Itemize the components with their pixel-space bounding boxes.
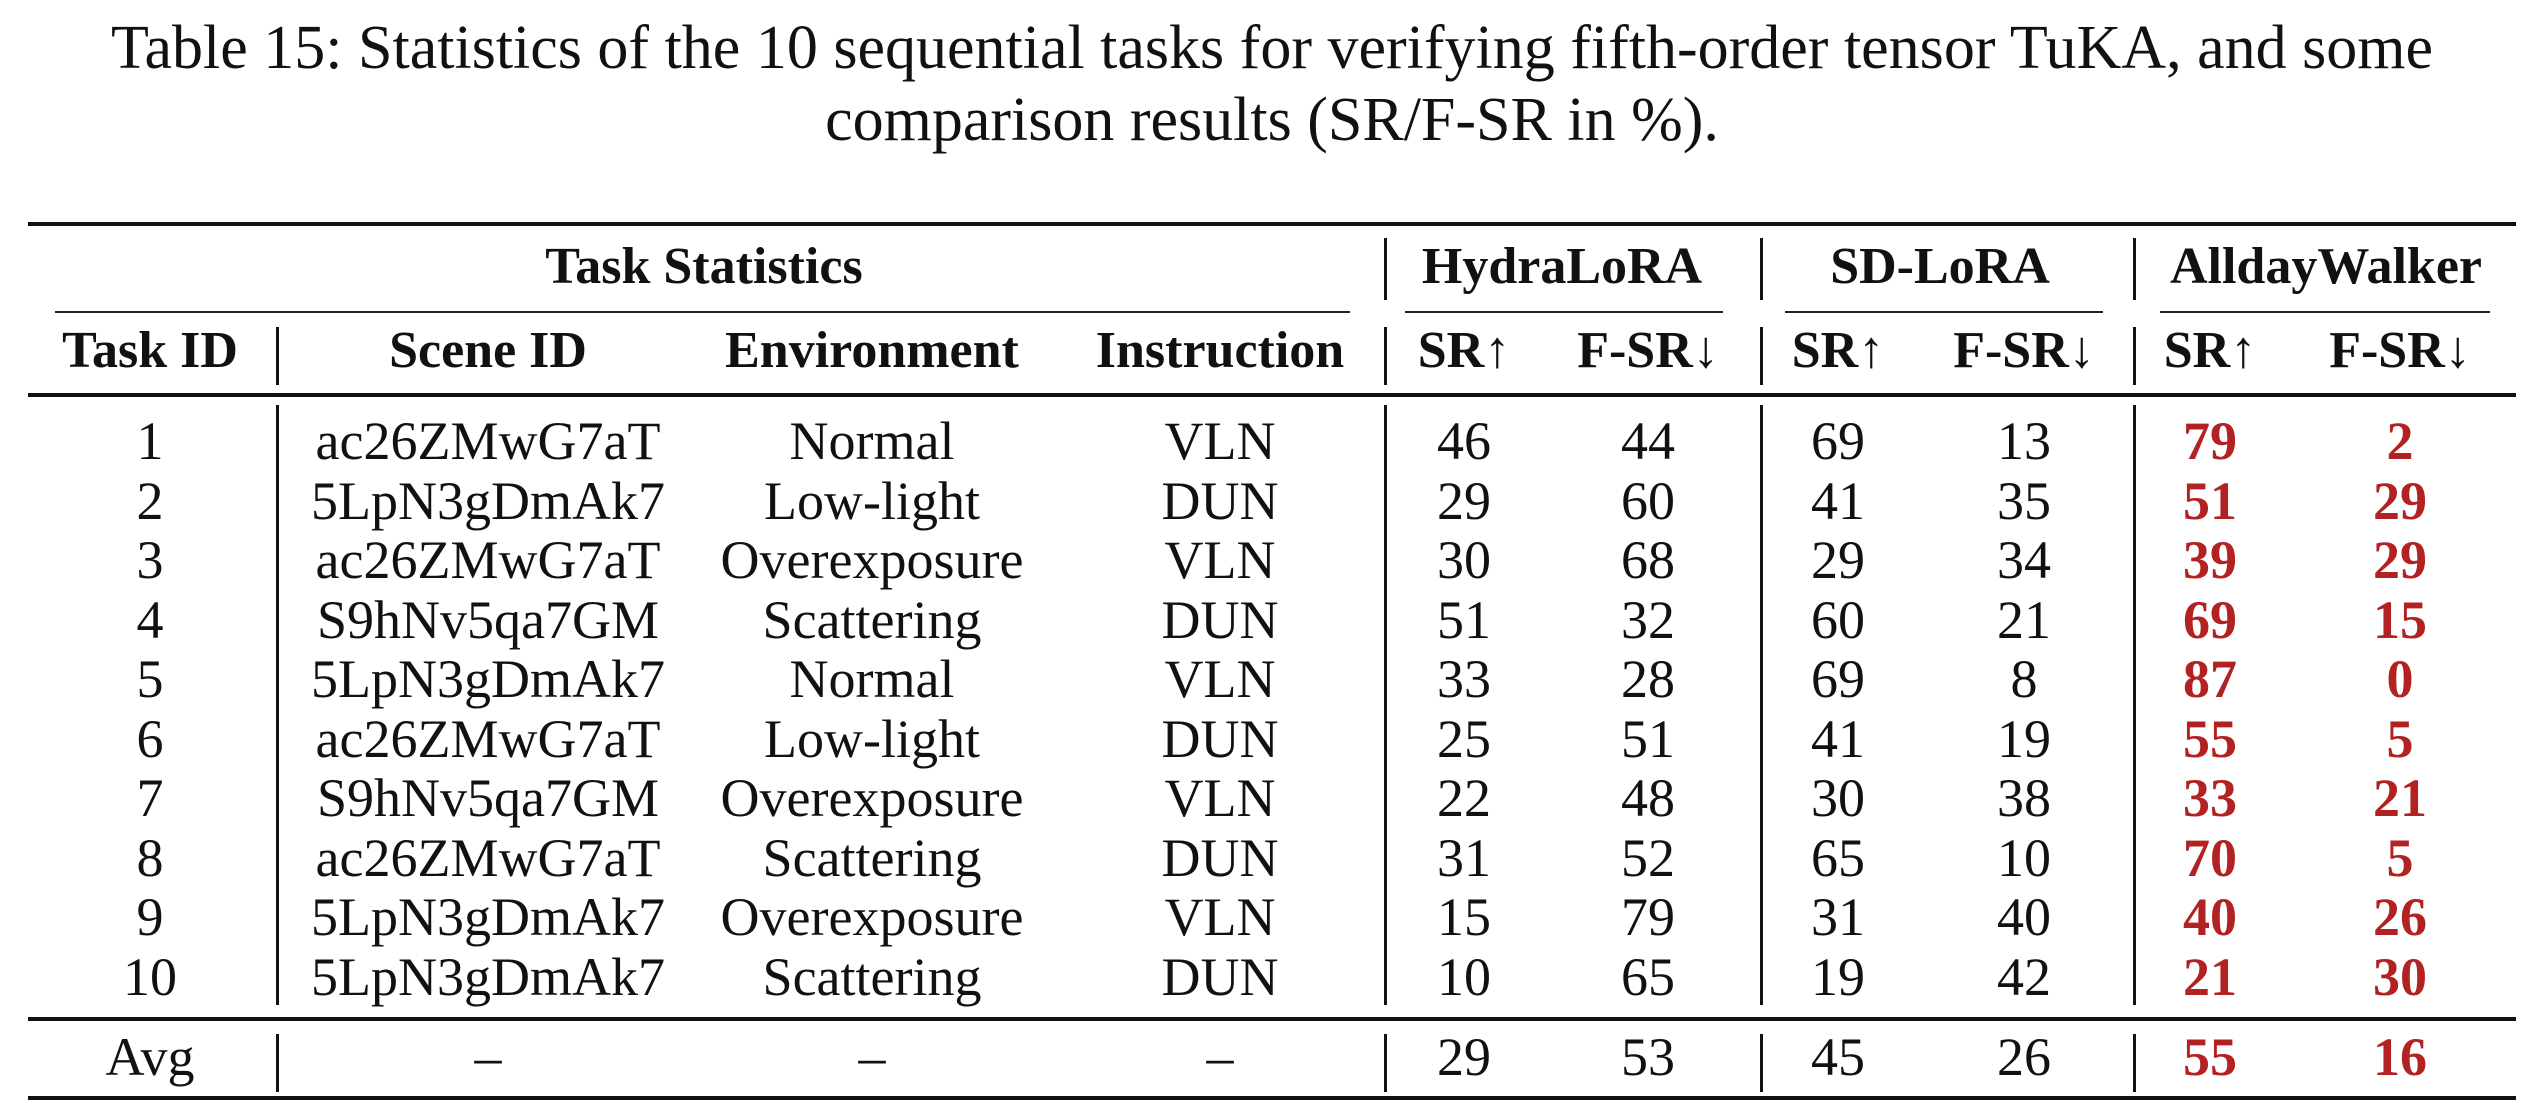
table-cell: 5LpN3gDmAk7 bbox=[311, 649, 665, 709]
table-cell: 29 bbox=[1437, 470, 1491, 531]
table-cell: 51 bbox=[1621, 708, 1675, 769]
table-cell: 52 bbox=[1621, 827, 1675, 888]
column-header: Scene ID bbox=[389, 322, 587, 379]
column-separator bbox=[1384, 405, 1387, 1005]
table-cell: 29 bbox=[2373, 530, 2427, 590]
column-header: F-SR↓ bbox=[1577, 322, 1719, 379]
table-cell: 5LpN3gDmAk7 bbox=[311, 470, 665, 531]
table-cell: 55 bbox=[2183, 708, 2237, 769]
table-cell: 19 bbox=[1811, 946, 1865, 1007]
table-cell: 70 bbox=[2183, 827, 2237, 888]
table-cell: 28 bbox=[1621, 649, 1675, 709]
table-cell: 65 bbox=[1811, 827, 1865, 888]
table-cell: 33 bbox=[1437, 649, 1491, 709]
table-caption bbox=[0, 12, 2544, 156]
table-cell: Low-light bbox=[764, 470, 980, 531]
table-cell: DUN bbox=[1161, 708, 1279, 769]
table-cell: 26 bbox=[2373, 887, 2427, 947]
table-cell: VLN bbox=[1164, 530, 1276, 590]
table-cell: 3 bbox=[136, 530, 164, 590]
table-cell: Scattering bbox=[762, 589, 982, 650]
column-separator bbox=[276, 405, 279, 1005]
table-cell: 10 bbox=[1997, 827, 2051, 888]
table-cell: Low-light bbox=[764, 708, 980, 769]
group-sd-lora: SD-LoRA bbox=[1830, 238, 2050, 295]
table-cell: 5 bbox=[136, 649, 164, 709]
group-separator bbox=[2133, 238, 2136, 300]
table-cell: 21 bbox=[1997, 589, 2051, 650]
table-cell: 2 bbox=[136, 470, 164, 531]
column-separator bbox=[1760, 1034, 1763, 1092]
table-cell: 40 bbox=[2183, 887, 2237, 947]
header-bottom-rule bbox=[28, 393, 2516, 397]
column-header: F-SR↓ bbox=[1953, 322, 2095, 379]
cmidrule-stats bbox=[55, 311, 1350, 313]
cmidrule-hydra bbox=[1405, 311, 1723, 313]
table-cell: S9hNv5qa7GM bbox=[316, 768, 660, 828]
table-cell: 68 bbox=[1621, 530, 1675, 590]
table-cell: S9hNv5qa7GM bbox=[316, 589, 660, 650]
top-rule bbox=[28, 222, 2516, 226]
table-cell: 10 bbox=[1437, 946, 1491, 1007]
table-cell: 32 bbox=[1621, 589, 1675, 650]
column-separator bbox=[1384, 327, 1387, 385]
table-cell: Scattering bbox=[762, 827, 982, 888]
avg-cell: – bbox=[1206, 1027, 1234, 1087]
column-separator bbox=[2133, 405, 2136, 1005]
table-cell: Scattering bbox=[762, 946, 982, 1007]
column-header: SR↑ bbox=[2163, 322, 2257, 379]
table-cell: 79 bbox=[2183, 411, 2237, 471]
table-cell: 30 bbox=[1811, 768, 1865, 828]
table-cell: 7 bbox=[136, 768, 164, 828]
column-header: SR↑ bbox=[1791, 322, 1885, 379]
table-cell: 22 bbox=[1437, 768, 1491, 828]
column-separator bbox=[2133, 327, 2136, 385]
table-cell: VLN bbox=[1164, 768, 1276, 828]
table-cell: 21 bbox=[2183, 946, 2237, 1007]
table-cell: DUN bbox=[1161, 946, 1279, 1007]
table-cell: 8 bbox=[136, 827, 164, 888]
table-cell: 46 bbox=[1437, 411, 1491, 471]
avg-top-rule bbox=[28, 1017, 2516, 1021]
table-cell: 87 bbox=[2183, 649, 2237, 709]
table-cell: Overexposure bbox=[720, 530, 1024, 590]
table-cell: 60 bbox=[1621, 470, 1675, 531]
table-cell: 33 bbox=[2183, 768, 2237, 828]
column-separator bbox=[276, 327, 279, 385]
bottom-rule bbox=[28, 1096, 2516, 1100]
table-cell: 19 bbox=[1997, 708, 2051, 769]
caption-line-2: comparison results (SR/F-SR in %). bbox=[825, 86, 1719, 154]
avg-cell: 16 bbox=[2373, 1027, 2427, 1087]
table-cell: 9 bbox=[136, 887, 164, 947]
table-cell: ac26ZMwG7aT bbox=[315, 530, 661, 590]
table-cell: 13 bbox=[1997, 411, 2051, 471]
table-cell: 69 bbox=[2183, 589, 2237, 650]
column-separator bbox=[1760, 327, 1763, 385]
avg-cell: 45 bbox=[1811, 1027, 1865, 1087]
avg-cell: 29 bbox=[1437, 1027, 1491, 1087]
table-cell: 5LpN3gDmAk7 bbox=[311, 887, 665, 947]
table-cell: 5 bbox=[2386, 827, 2414, 888]
table-cell: Overexposure bbox=[720, 768, 1024, 828]
table-cell: 2 bbox=[2386, 411, 2414, 471]
column-header: F-SR↓ bbox=[2329, 322, 2471, 379]
table-cell: VLN bbox=[1164, 887, 1276, 947]
table-cell: 69 bbox=[1811, 411, 1865, 471]
table-cell: 29 bbox=[2373, 470, 2427, 531]
table-cell: 34 bbox=[1997, 530, 2051, 590]
caption-line-1: Table 15: Statistics of the 10 sequential tasks for verifying fifth-order tensor TuKA, and some bbox=[111, 14, 2433, 82]
table-cell: VLN bbox=[1164, 411, 1276, 471]
group-hydralora: HydraLoRA bbox=[1421, 238, 1703, 295]
avg-cell: 26 bbox=[1997, 1027, 2051, 1087]
table-cell: 40 bbox=[1997, 887, 2051, 947]
cmidrule-allday bbox=[2160, 311, 2490, 313]
table-cell: 6 bbox=[136, 708, 164, 769]
column-separator bbox=[2133, 1034, 2136, 1092]
table-cell: 15 bbox=[2373, 589, 2427, 650]
table-cell: 65 bbox=[1621, 946, 1675, 1007]
table-cell: 69 bbox=[1811, 649, 1865, 709]
column-separator bbox=[276, 1034, 279, 1092]
table-cell: Overexposure bbox=[720, 887, 1024, 947]
table-cell: 29 bbox=[1811, 530, 1865, 590]
table-cell: 42 bbox=[1997, 946, 2051, 1007]
table-cell: 0 bbox=[2386, 649, 2414, 709]
column-header: Task ID bbox=[62, 322, 238, 379]
table-cell: 31 bbox=[1437, 827, 1491, 888]
table-cell: 51 bbox=[2183, 470, 2237, 531]
table-cell: 4 bbox=[136, 589, 164, 650]
column-header: Instruction bbox=[1095, 322, 1345, 379]
table-cell: 41 bbox=[1811, 470, 1865, 531]
table-cell: Normal bbox=[789, 649, 955, 709]
table-cell: 5LpN3gDmAk7 bbox=[311, 946, 665, 1007]
table-cell: 44 bbox=[1621, 411, 1675, 471]
avg-cell: – bbox=[474, 1027, 502, 1087]
table-cell: 25 bbox=[1437, 708, 1491, 769]
table-cell: 10 bbox=[123, 946, 177, 1007]
table-cell: 21 bbox=[2373, 768, 2427, 828]
table-cell: 30 bbox=[1437, 530, 1491, 590]
cmidrule-sdlora bbox=[1785, 311, 2103, 313]
avg-cell: Avg bbox=[105, 1027, 195, 1087]
table-cell: 41 bbox=[1811, 708, 1865, 769]
avg-cell: – bbox=[858, 1027, 886, 1087]
table-cell: 51 bbox=[1437, 589, 1491, 650]
table-cell: 60 bbox=[1811, 589, 1865, 650]
avg-cell: 55 bbox=[2183, 1027, 2237, 1087]
table-cell: 79 bbox=[1621, 887, 1675, 947]
table-cell: 48 bbox=[1621, 768, 1675, 828]
table-cell: DUN bbox=[1161, 589, 1279, 650]
table-cell: 30 bbox=[2373, 946, 2427, 1007]
table-cell: 15 bbox=[1437, 887, 1491, 947]
table-cell: Normal bbox=[789, 411, 955, 471]
table-cell: 8 bbox=[2010, 649, 2038, 709]
group-separator bbox=[1760, 238, 1763, 300]
table-cell: 35 bbox=[1997, 470, 2051, 531]
group-alldaywalker: AlldayWalker bbox=[2169, 238, 2483, 295]
table-cell: ac26ZMwG7aT bbox=[315, 708, 661, 769]
group-separator bbox=[1384, 238, 1387, 300]
avg-cell: 53 bbox=[1621, 1027, 1675, 1087]
table-cell: DUN bbox=[1161, 470, 1279, 531]
column-separator bbox=[1760, 405, 1763, 1005]
table-cell: 39 bbox=[2183, 530, 2237, 590]
table-cell: 38 bbox=[1997, 768, 2051, 828]
column-header: Environment bbox=[725, 322, 1019, 379]
table-cell: 1 bbox=[136, 411, 164, 471]
table-cell: 5 bbox=[2386, 708, 2414, 769]
table-cell: ac26ZMwG7aT bbox=[315, 827, 661, 888]
column-header: SR↑ bbox=[1417, 322, 1511, 379]
column-separator bbox=[1384, 1034, 1387, 1092]
table-cell: ac26ZMwG7aT bbox=[315, 411, 661, 471]
table-cell: VLN bbox=[1164, 649, 1276, 709]
group-task-statistics: Task Statistics bbox=[545, 238, 863, 295]
table-cell: 31 bbox=[1811, 887, 1865, 947]
table-cell: DUN bbox=[1161, 827, 1279, 888]
